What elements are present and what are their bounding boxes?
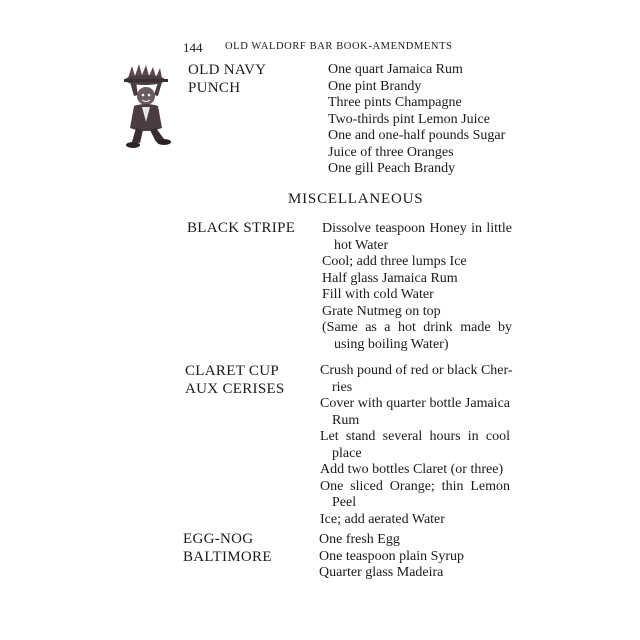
recipe-ingredients-egg-nog-baltimore — [319, 532, 464, 582]
recipe-title-old-navy-punch — [188, 61, 266, 97]
page-number: 144 — [183, 40, 203, 55]
ingredient-line: Half glass Jamaica Rum — [322, 270, 458, 286]
ingredient-line: One teaspoon plain Syrup — [319, 548, 465, 564]
ingredient-line: ries — [332, 379, 353, 395]
waiter-carrying-punch-bowl-icon — [118, 62, 184, 152]
ingredient-line: Add two bottles Claret (or three) — [320, 462, 504, 477]
ingredient-line: Fill with cold Water — [322, 287, 434, 302]
ingredient-line: place — [332, 445, 362, 461]
recipe-title-line: BLACK STRIPE — [187, 220, 296, 236]
ingredient-line: One gill Peach Brandy — [328, 161, 456, 176]
recipe-title-line: BALTIMORE — [183, 549, 272, 565]
running-title: OLD WALDORF BAR BOOK-AMENDMENTS — [225, 41, 453, 52]
ingredient-line: Dissolve teaspoon Honey in little — [322, 221, 512, 236]
recipe-ingredients-old-navy-punch — [328, 62, 505, 178]
ingredient-line: Two-thirds pint Lemon Juice — [328, 111, 490, 127]
ingredient-line: Juice of three Oranges — [328, 144, 454, 160]
ingredient-line: (Same as a hot drink made by — [322, 320, 512, 335]
recipe-title-line: CLARET CUP — [185, 363, 279, 379]
ingredient-line: One fresh Egg — [319, 532, 400, 547]
ingredient-line: Grate Nutmeg on top — [322, 303, 441, 319]
ingredient-line: One and one-half pounds Sugar — [328, 128, 506, 143]
section-heading: MISCELLANEOUS — [288, 191, 424, 207]
ingredient-line: Peel — [332, 495, 357, 510]
ingredient-line: Quarter glass Madeira — [319, 565, 444, 580]
ingredient-line: One sliced Orange; thin Lemon — [320, 478, 510, 494]
recipe-ingredients-black-stripe — [322, 221, 512, 353]
recipe-title-line: OLD NAVY — [188, 62, 267, 78]
recipe-title-egg-nog-baltimore — [183, 530, 272, 566]
ingredient-line: Rum — [332, 412, 360, 428]
ingredient-line: Let stand several hours in cool — [320, 429, 510, 444]
recipe-ingredients-claret-cup — [320, 363, 513, 528]
ingredient-line: One pint Brandy — [328, 78, 422, 94]
recipe-title-line: EGG-NOG — [183, 531, 254, 547]
recipe-title-line: AUX CERISES — [185, 381, 285, 397]
ingredient-line: One quart Jamaica Rum — [328, 62, 463, 77]
ingredient-line: Cool; add three lumps Ice — [322, 254, 467, 269]
recipe-title-line: PUNCH — [188, 80, 241, 96]
ingredient-line: Three pints Champagne — [328, 95, 462, 110]
ingredient-line: using boiling Water) — [334, 336, 449, 352]
ingredient-line: Cover with quarter bottle Jamaica — [320, 396, 510, 411]
ingredient-line: Ice; add aerated Water — [320, 511, 445, 527]
recipe-title-claret-cup — [185, 362, 285, 398]
ingredient-line: hot Water — [334, 237, 389, 253]
recipe-title-black-stripe — [187, 219, 295, 237]
ingredient-line: Crush pound of red or black Cher- — [320, 363, 513, 378]
